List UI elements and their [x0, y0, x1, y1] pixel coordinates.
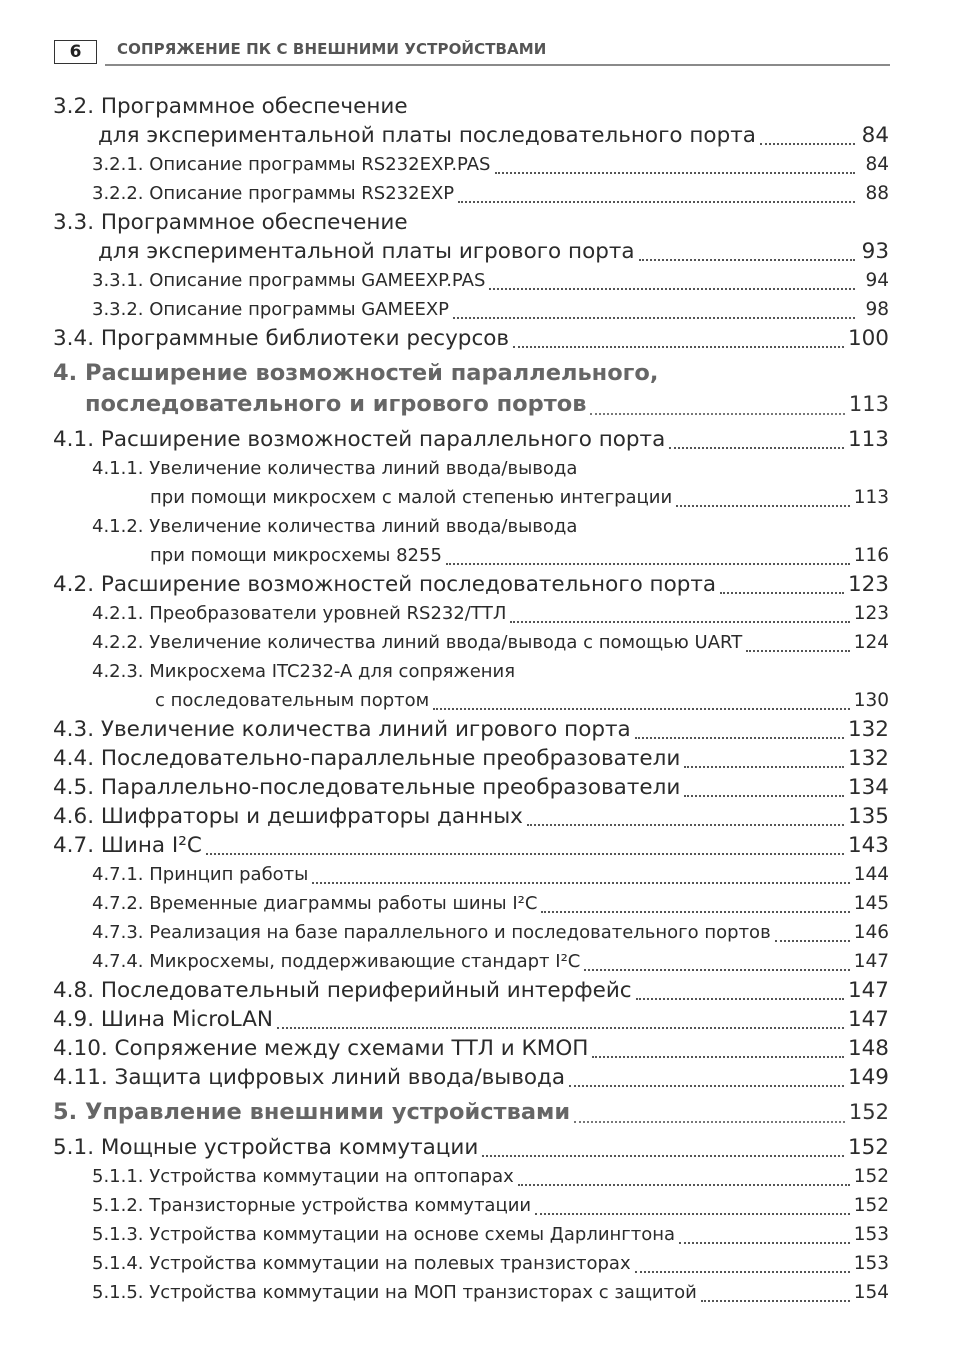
leader-dots — [775, 928, 850, 942]
chapter-title: 4. Расширение возможностей параллельного, — [53, 360, 659, 386]
running-header — [53, 38, 890, 68]
toc-entry-page: 100 — [847, 326, 889, 351]
page-number: 6 — [54, 40, 97, 64]
header-rule — [105, 64, 890, 66]
chapter-title: 5. Управление внешними устройствами — [53, 1099, 571, 1125]
toc-entry-title: 4.6. Шифраторы и дешифраторы данных — [53, 804, 523, 829]
leader-dots — [684, 783, 844, 797]
toc-entry — [53, 570, 889, 599]
toc-entry-title: для экспериментальной платы игрового порта — [98, 239, 635, 264]
toc-entry — [53, 295, 889, 324]
toc-entry-page: 123 — [853, 603, 889, 624]
toc-entry — [53, 1063, 889, 1092]
leader-dots — [513, 334, 844, 348]
toc-entry-page: 148 — [847, 1036, 889, 1061]
toc-entry-page: 152 — [847, 1135, 889, 1160]
leader-dots — [489, 276, 855, 290]
chapter-heading — [53, 389, 889, 420]
toc-entry — [53, 831, 889, 860]
toc-entry — [53, 889, 889, 918]
toc-entry — [53, 92, 889, 121]
toc-entry — [53, 324, 889, 353]
chapter-heading — [53, 358, 889, 389]
toc-entry — [53, 512, 889, 541]
toc-entry — [53, 1278, 889, 1307]
leader-dots — [746, 638, 849, 652]
toc-entry — [53, 266, 889, 295]
leader-dots — [277, 1015, 844, 1029]
toc-entry-page: 113 — [847, 427, 889, 452]
toc-entry-page: 147 — [847, 1007, 889, 1032]
leader-dots — [760, 131, 855, 145]
toc-entry-title: 4.2.3. Микросхема ITC232-A для сопряжения — [92, 661, 516, 682]
toc-entry-page: 145 — [853, 893, 889, 914]
leader-dots — [206, 841, 844, 855]
leader-dots — [541, 899, 849, 913]
toc-entry-page: 124 — [853, 632, 889, 653]
toc-entry-page: 147 — [847, 978, 889, 1003]
toc-entry — [53, 860, 889, 889]
toc-entry-title: 4.3. Увеличение количества линий игрового порта — [53, 717, 631, 742]
toc-entry-page: 154 — [853, 1282, 889, 1303]
toc-entry — [53, 150, 889, 179]
toc-entry-title: 3.2.1. Описание программы RS232EXP.PAS — [92, 154, 491, 175]
toc-entry-title: 4.2.2. Увеличение количества линий ввода/вывода с помощью UART — [92, 632, 743, 653]
leader-dots — [458, 189, 855, 203]
toc-entry-page: 147 — [853, 951, 889, 972]
leader-dots — [635, 1259, 850, 1273]
leader-dots — [669, 435, 844, 449]
leader-dots — [569, 1073, 844, 1087]
toc-entry-page: 149 — [847, 1065, 889, 1090]
toc-entry-page: 143 — [847, 833, 889, 858]
leader-dots — [433, 696, 849, 710]
toc-entry-page: 130 — [853, 690, 889, 711]
toc-entry — [53, 628, 889, 657]
leader-dots — [639, 247, 855, 261]
toc-entry-title: 4.5. Параллельно-последовательные преобразователи — [53, 775, 681, 800]
toc-entry-page: 153 — [853, 1224, 889, 1245]
toc-entry-page: 84 — [861, 123, 889, 148]
leader-dots — [527, 812, 844, 826]
leader-dots — [518, 1172, 850, 1186]
toc-entry-title: 5.1. Мощные устройства коммутации — [53, 1135, 479, 1160]
chapter-title: последовательного и игрового портов — [85, 391, 587, 417]
leader-dots — [720, 580, 844, 594]
toc-entry-title: при помощи микросхемы 8255 — [150, 545, 442, 566]
toc-entry-page: 134 — [847, 775, 889, 800]
toc-entry — [53, 773, 889, 802]
toc-entry-title: 4.1.1. Увеличение количества линий ввода/вывода — [92, 458, 578, 479]
toc-entry-page: 123 — [847, 572, 889, 597]
toc-entry-title: 4.10. Сопряжение между схемами ТТЛ и КМОП — [53, 1036, 589, 1061]
toc-entry-page: 153 — [853, 1253, 889, 1274]
leader-dots — [584, 957, 849, 971]
toc-entry-page: 84 — [865, 154, 889, 175]
leader-dots — [482, 1143, 844, 1157]
toc-entry-page: 152 — [853, 1166, 889, 1187]
toc-entry-page: 132 — [847, 717, 889, 742]
toc-entry-page: 113 — [853, 487, 889, 508]
leader-dots — [592, 1044, 844, 1058]
toc-entry-title: при помощи микросхем с малой степенью интеграции — [150, 487, 673, 508]
toc-entry-title: 4.9. Шина MicroLAN — [53, 1007, 274, 1032]
leader-dots — [679, 1230, 850, 1244]
toc-entry — [53, 1034, 889, 1063]
toc-entry — [53, 1005, 889, 1034]
toc-entry — [53, 454, 889, 483]
toc-entry-title: 4.8. Последовательный периферийный интерфейс — [53, 978, 632, 1003]
toc-entry-page: 94 — [865, 270, 889, 291]
toc-entry-title: с последовательным портом — [155, 690, 430, 711]
leader-dots — [676, 493, 850, 507]
leader-dots — [510, 609, 849, 623]
toc-entry — [53, 425, 889, 454]
toc-entry — [53, 121, 889, 150]
table-of-contents — [53, 92, 889, 1307]
toc-entry-title: 3.2.2. Описание программы RS232EXP — [92, 183, 455, 204]
toc-entry-title: 5.1.1. Устройства коммутации на оптопарах — [92, 1166, 514, 1187]
chapter-page: 152 — [848, 1100, 889, 1124]
toc-entry-page: 132 — [847, 746, 889, 771]
toc-entry-title: 5.1.5. Устройства коммутации на МОП транзисторах с защитой — [92, 1282, 697, 1303]
toc-entry — [53, 744, 889, 773]
toc-entry — [53, 237, 889, 266]
toc-entry-title: 4.7.1. Принцип работы — [92, 864, 309, 885]
leader-dots — [495, 160, 856, 174]
leader-dots — [574, 1109, 845, 1123]
running-title: СОПРЯЖЕНИЕ ПК С ВНЕШНИМИ УСТРОЙСТВАМИ — [117, 40, 547, 58]
toc-entry — [53, 1162, 889, 1191]
toc-entry-title: 3.3.2. Описание программы GAMEEXP — [92, 299, 450, 320]
leader-dots — [684, 754, 844, 768]
toc-entry-title: 5.1.4. Устройства коммутации на полевых транзисторах — [92, 1253, 631, 1274]
leader-dots — [635, 725, 844, 739]
toc-entry — [53, 947, 889, 976]
toc-entry-page: 144 — [853, 864, 889, 885]
toc-entry — [53, 1220, 889, 1249]
leader-dots — [446, 551, 850, 565]
leader-dots — [535, 1201, 850, 1215]
toc-entry — [53, 599, 889, 628]
toc-entry — [53, 802, 889, 831]
toc-entry-page: 146 — [853, 922, 889, 943]
toc-entry-page: 152 — [853, 1195, 889, 1216]
toc-entry — [53, 976, 889, 1005]
leader-dots — [590, 401, 844, 415]
toc-entry-title: 4.7. Шина I²C — [53, 833, 202, 858]
leader-dots — [701, 1288, 850, 1302]
toc-entry-title: 4.1.2. Увеличение количества линий ввода/вывода — [92, 516, 578, 537]
toc-entry-page: 116 — [853, 545, 889, 566]
toc-entry-title: 4.7.3. Реализация на базе параллельного и последовательного портов — [92, 922, 771, 943]
chapter-page: 113 — [848, 392, 889, 416]
toc-entry — [53, 208, 889, 237]
toc-entry — [53, 657, 889, 686]
toc-entry-page: 98 — [865, 299, 889, 320]
toc-entry — [53, 541, 889, 570]
toc-entry — [53, 1133, 889, 1162]
leader-dots — [636, 986, 844, 1000]
toc-entry — [53, 918, 889, 947]
toc-entry-page: 135 — [847, 804, 889, 829]
toc-entry-title: 4.2. Расширение возможностей последовательного порта — [53, 572, 717, 597]
toc-entry — [53, 179, 889, 208]
chapter-heading — [53, 1097, 889, 1128]
toc-entry — [53, 686, 889, 715]
leader-dots — [312, 870, 849, 884]
toc-entry-title: 4.4. Последовательно-параллельные преобразователи — [53, 746, 681, 771]
toc-entry — [53, 1249, 889, 1278]
toc-entry-title: 3.3. Программное обеспечение — [53, 210, 408, 235]
toc-entry — [53, 715, 889, 744]
toc-entry-title: 4.11. Защита цифровых линий ввода/вывода — [53, 1065, 566, 1090]
toc-entry-page: 93 — [861, 239, 889, 264]
toc-entry-title: 5.1.3. Устройства коммутации на основе схемы Дарлингтона — [92, 1224, 676, 1245]
toc-entry-title: 5.1.2. Транзисторные устройства коммутации — [92, 1195, 532, 1216]
toc-entry — [53, 483, 889, 512]
toc-entry-title: 3.4. Программные библиотеки ресурсов — [53, 326, 510, 351]
toc-entry-title: 3.2. Программное обеспечение — [53, 94, 408, 119]
toc-entry-title: для экспериментальной платы последовательного порта — [98, 123, 756, 148]
toc-entry-page: 88 — [865, 183, 889, 204]
toc-entry-title: 4.7.2. Временные диаграммы работы шины I²C — [92, 893, 538, 914]
leader-dots — [453, 305, 855, 319]
toc-entry-title: 3.3.1. Описание программы GAMEEXP.PAS — [92, 270, 486, 291]
toc-entry — [53, 1191, 889, 1220]
toc-entry-title: 4.1. Расширение возможностей параллельного порта — [53, 427, 666, 452]
toc-entry-title: 4.2.1. Преобразователи уровней RS232/ТТЛ — [92, 603, 507, 624]
toc-entry-title: 4.7.4. Микросхемы, поддерживающие стандарт I²C — [92, 951, 581, 972]
